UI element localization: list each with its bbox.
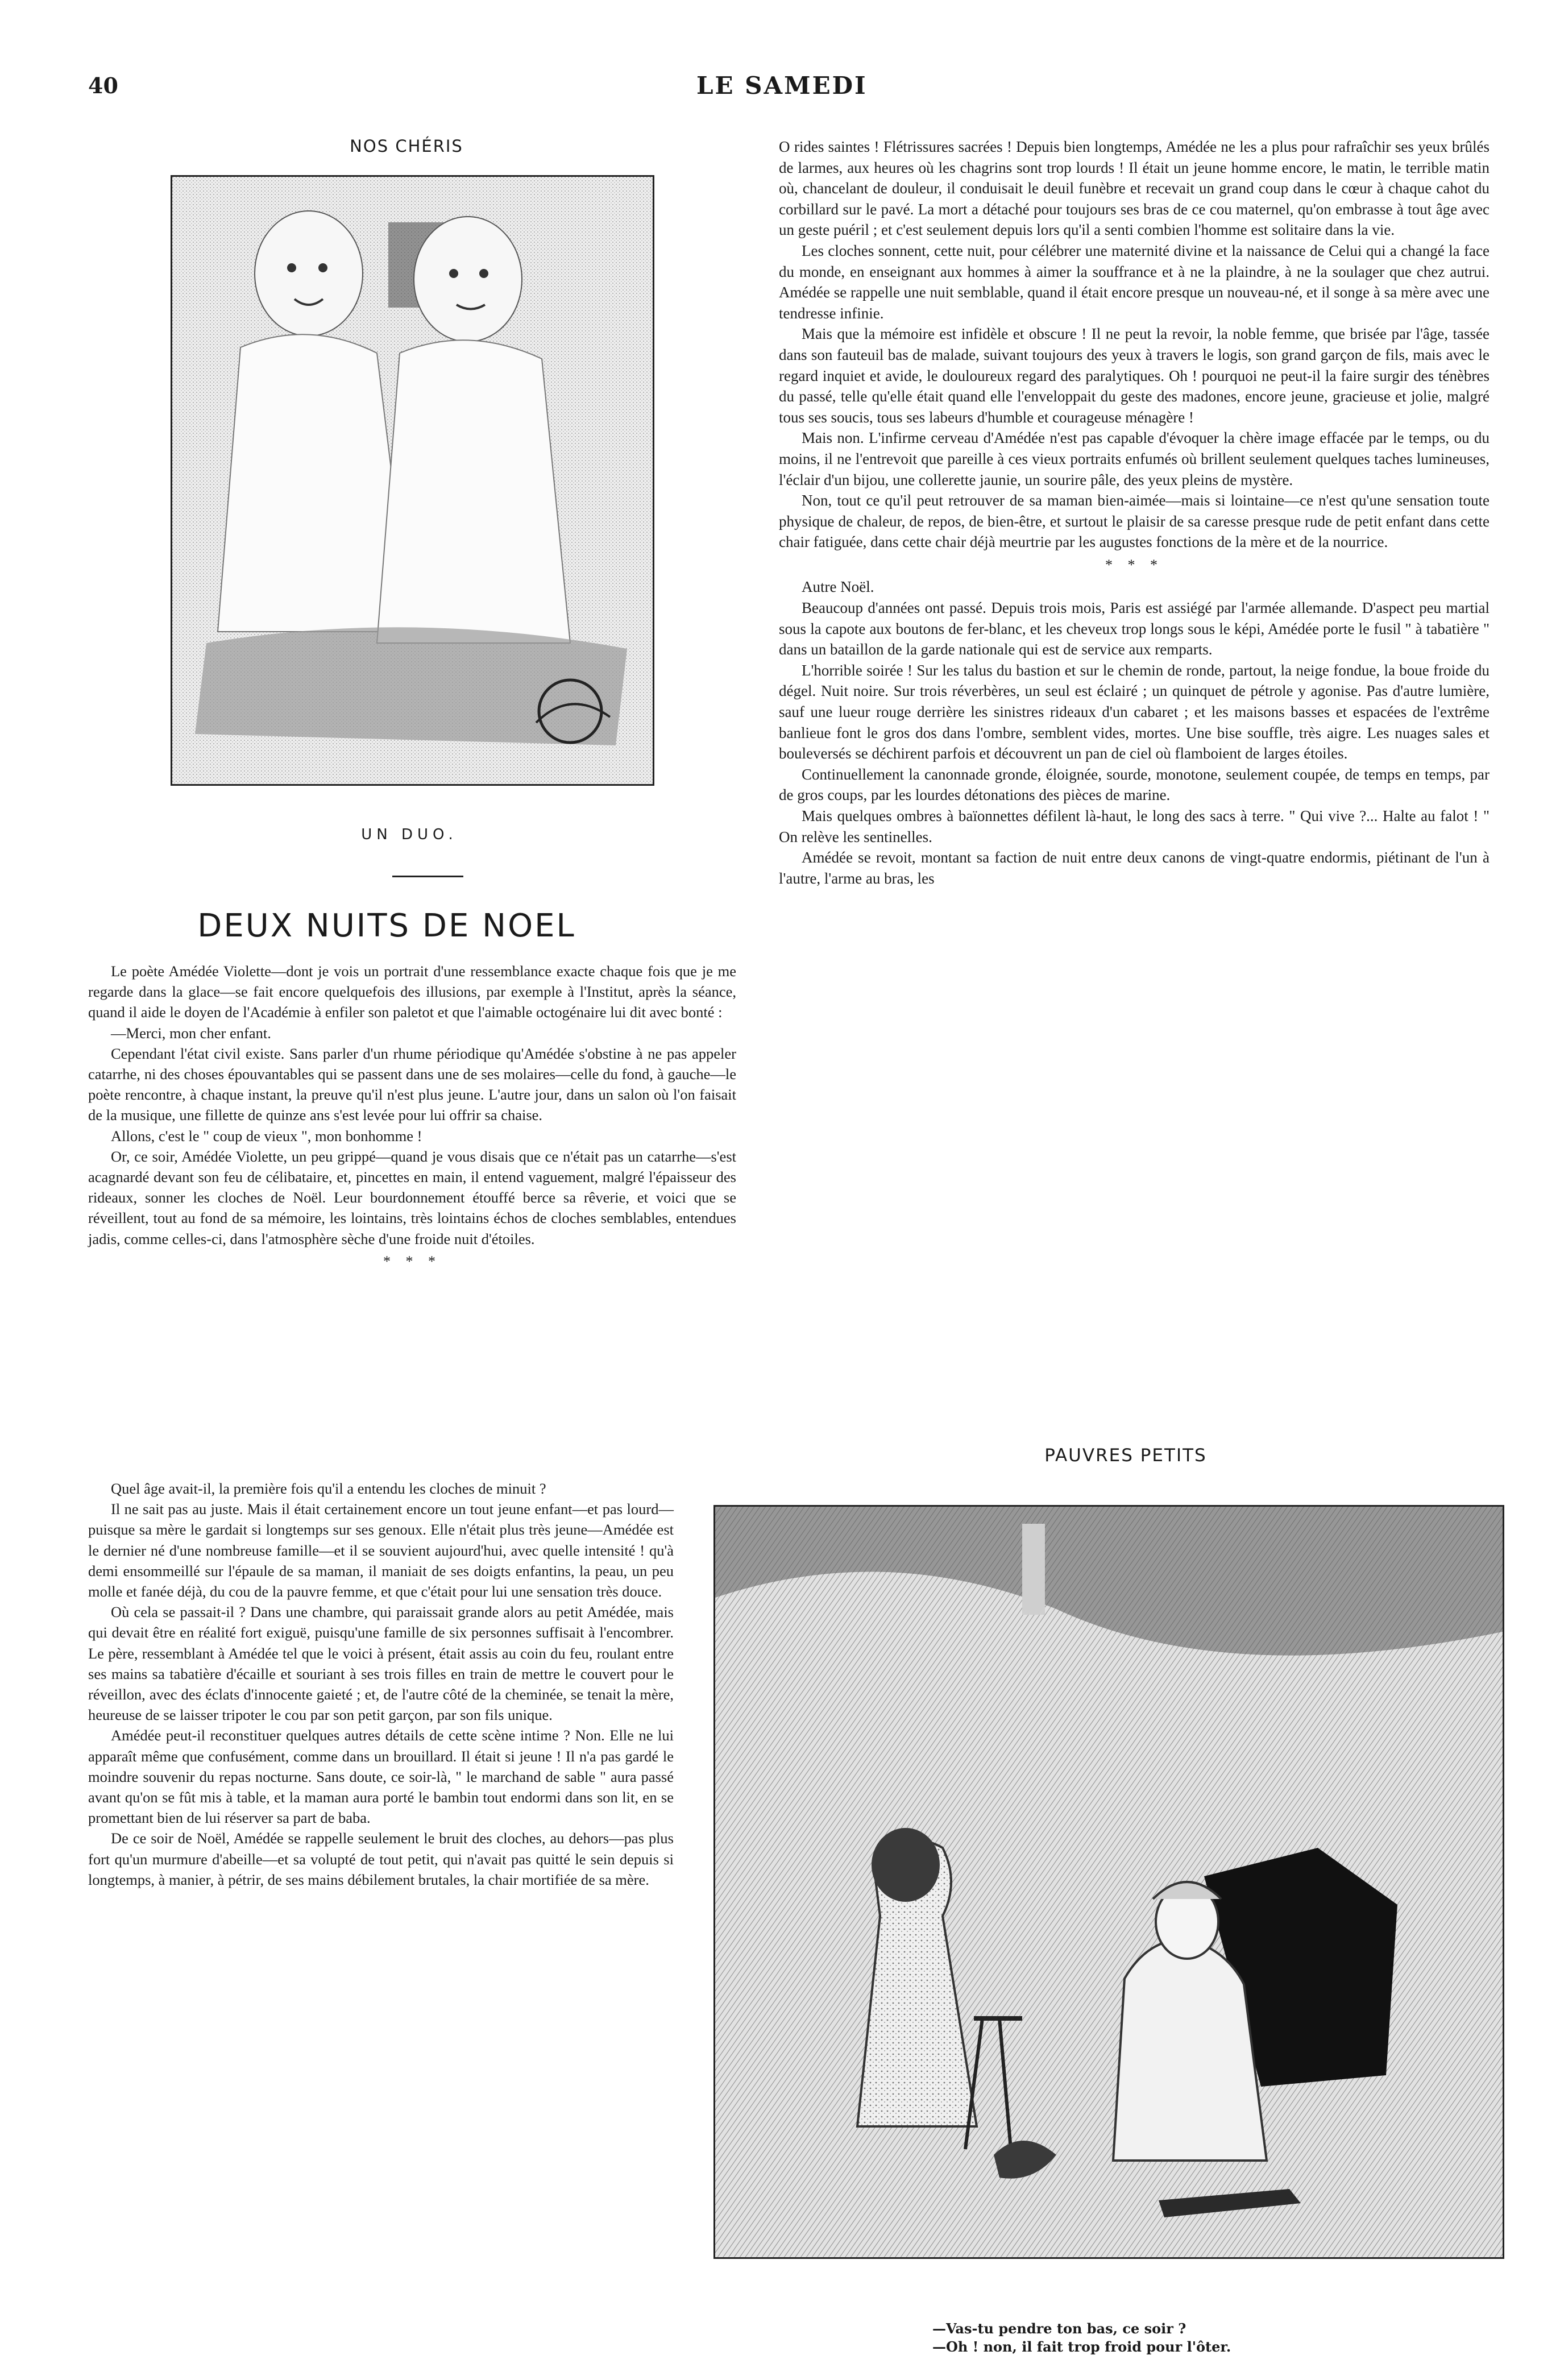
paragraph: Le poète Amédée Violette—dont je vois un portrait d'une ressemblance exacte chaque fois que je me regarde dans la glace—se fait encore quelquefois des illusions, par exemple à l'Institut, après la séance, quand il aide le doyen de l'Académie à enfiler son paletot et que l'aimable octogénaire lui dit avec bonté : <box>88 963 736 1021</box>
paragraph: Mais que la mémoire est infidèle et obscure ! Il ne peut la revoir, la noble femme, que brisée par l'âge, tassée dans son fauteuil bas de malade, suivant toujours des yeux à travers le logis, son grand garçon de fils, mais avec le regard inquiet et avide, le douloureux regard des paralytiques. Oh ! pourquoi ne peut-il la faire surgir des ténèbres du passé, telle qu'elle était quand elle l'enveloppait du geste des madones, encore jeune, gracieuse et jolie, malgré tous ses soucis, tous ses labeurs d'humble et courageuse ménagère ! <box>779 325 1490 426</box>
paragraph: Amédée se revoit, montant sa faction de nuit entre deux canons de vingt-quatre endormis, piétinant de l'un à l'autre, l'arme au bras, les <box>779 849 1490 887</box>
page-number: 40 <box>88 73 118 98</box>
illustration-drawing <box>715 1507 1503 2257</box>
paragraph: Mais quelques ombres à baïonnettes défilent là-haut, le long des sacs à terre. " Qui vive ?... Halte au falot ! " On relève les sentinelles. <box>779 807 1490 845</box>
paragraph: De ce soir de Noël, Amédée se rappelle seulement le bruit des cloches, au dehors—pas plus fort qu'un murmure d'abeille—et sa volupté de tout petit, qui n'avait pas quitté le sein depuis si longtemps, à manier, à pétrir, de ses mains débilement brutales, la chair mortifiée de sa mère. <box>88 1830 674 1888</box>
photo-caption: UN DUO. <box>361 826 458 843</box>
illustration-pauvres-petits <box>713 1505 1504 2259</box>
paragraph: Quel âge avait-il, la première fois qu'il a entendu les cloches de minuit ? <box>111 1480 546 1497</box>
paragraph: Amédée peut-il reconstituer quelques autres détails de cette scène intime ? Non. Elle ne lui apparaît même que confusément, comme dans un brouillard. Il était si jeune ! Il n'a pas gardé le moindre souvenir du repas nocturne. Sans doute, ce soir-là, " le marchand de sable " aura passé avant qu'on se fût mis à table, et la maman aura porté le bambin tout endormi dans son lit, en se promettant bien de lui réserver sa part de baba. <box>88 1727 674 1827</box>
right-column-text-a <box>779 136 1490 889</box>
paragraph: L'horrible soirée ! Sur les talus du bastion et sur le chemin de ronde, partout, la neige fondue, la boue froide du dégel. Nuit noire. Sur trois réverbères, un seul est éclairé ; un quinquet de pétrole y agonise. Pas d'autre lumière, sauf une lueur rouge derrière les sinistres rideaux d'un cabaret ; et les maisons basses et espacées de l'extrême banlieue font le gros dos dans l'ombre, semblent vides, mortes. Une bise souffle, très aigre. Les nuages sales et bouleversés se déchirent parfois et découvrent un pan de ciel où flamboient de larges étoiles. <box>779 661 1490 762</box>
left-column-text-b <box>88 1478 674 1890</box>
paragraph: Mais non. L'infirme cerveau d'Amédée n'est pas capable d'évoquer la chère image effacée par le temps, ou du moins, il ne l'entrevoit que pareille à ces vieux portraits enfumés où brillent seulement quelques taches lumineuses, l'éclair d'un bijou, une collerette jaunie, un sourire pâle, des yeux pleins de mystère. <box>779 429 1490 488</box>
paragraph: Or, ce soir, Amédée Violette, un peu grippé—quand je vous disais que ce n'était pas un catarrhe—s'est acagnardé devant son feu de célibataire, et, pincettes en main, il entend vaguement, malgré l'épaisseur des rideaux, sonner les cloches de Noël. Leur bourdonnement étouffé berce sa rêverie, et voici que se réveillent, tout au fond de sa mémoire, les lointains, très lointains échos de cloches semblables, entendues jadis, comme celles-ci, dans l'atmosphère sèche d'une froide nuit d'étoiles. <box>88 1147 736 1247</box>
photo-heading: NOS CHÉRIS <box>350 136 463 156</box>
paragraph: O rides saintes ! Flétrissures sacrées ! Depuis bien longtemps, Amédée ne les a plus pour rafraîchir ses yeux brûlés de larmes, aux heures où les chagrins sont trop lourds ! Il était un jeune homme encore, le matin, le terrible matin où, chancelant de douleur, il conduisait le deuil funèbre et recevait un grand coup dans le cœur à chaque cahot du corbillard sur le pavé. La mort a détaché pour toujours ses bras de ce cou maternel, qu'on embrasse à tout âge avec un geste puéril ; et c'est seulement depuis lors qu'il a senti combien l'homme est solitaire dans la vie. <box>779 138 1490 239</box>
paragraph: Les cloches sonnent, cette nuit, pour célébrer une maternité divine et la naissance de Celui qui a changé la face du monde, en enseignant aux hommes à aimer la souffrance et à ne la plaindre, à ne la soulager que chez autrui. Amédée se rappelle une nuit semblable, quand il était encore presque un nouveau-né, et il songe à sa mère avec une tendresse infinie. <box>779 242 1490 322</box>
section-stars: * * * <box>383 1253 441 1270</box>
paragraph: Autre Noël. <box>802 578 874 596</box>
paragraph: Où cela se passait-il ? Dans une chambre, qui paraissait grande alors au petit Amédée, mais qui devait être en réalité fort exiguë, puisqu'une famille de six personnes suffisait à l'encombrer. Le père, ressemblant à Amédée tel que le voici à présent, était assis au coin du feu, roulant entre ses mains sa tabatière d'écaille et souriant à ses trois filles en train de mettre le couvert pour le réveillon, avec des éclats d'innocente gaieté ; et, de l'autre côté de la cheminée, se tenait la mère, heureuse de se laisser tripoter le cou par son petit garçon, par son fils unique. <box>88 1603 674 1724</box>
paragraph: Beaucoup d'années ont passé. Depuis trois mois, Paris est assiégé par l'armée allemande. D'aspect peu martial sous la capote aux boutons de fer-blanc, et les cheveux trop longs sous le képi, Amédée porte le fusil " à tabatière " dans un bataillon de la garde nationale qui est de service aux remparts. <box>779 599 1490 658</box>
caption-line: —Oh ! non, il fait trop froid pour l'ôter. <box>932 2338 1231 2355</box>
paragraph: Il ne sait pas au juste. Mais il était certainement encore un tout jeune enfant—et pas lourd—puisque sa mère le gardait si longtemps sur ses genoux. Elle n'était plus très jeune—Amédée est le dernier né d'une nombreuse famille—et il se souvient aujourd'hui, avec quelle intensité ! qu'à demi ensommeillé sur l'épaule de sa maman, il maniait de ses doigts enfantins, la peau, un peu molle et fanée déjà, du cou de la pauvre femme, et que c'était pour lui une sensation très douce. <box>88 1500 674 1601</box>
left-column-text-a <box>88 961 736 1273</box>
section-stars: * * * <box>1105 556 1163 573</box>
paragraph: —Merci, mon cher enfant. <box>111 1024 271 1042</box>
paragraph: Cependant l'état civil existe. Sans parler d'un rhume périodique qu'Amédée s'obstine à ne pas appeler catarrhe, ni des choses épouvantables qui se passent dans une de ses molaires—celle du fond, à gauche—le poète rencontre, à chaque instant, la preuve qu'il n'est plus jeune. L'autre jour, dans un salon où l'on faisait de la musique, une fillette de quinze ans s'est levée pour lui offrir sa chaise. <box>88 1044 736 1124</box>
illustration-heading: PAUVRES PETITS <box>1044 1445 1207 1466</box>
paragraph: Continuellement la canonnade gronde, éloignée, sourde, monotone, seulement coupée, de temps en temps, par de gros coups, par les lourdes détonations des pièces de marine. <box>779 765 1490 804</box>
illustration-caption <box>932 2320 1444 2356</box>
article-title: DEUX NUITS DE NOEL <box>197 907 576 944</box>
photo-twins <box>171 175 654 786</box>
divider-rule <box>392 876 463 877</box>
paragraph: Allons, c'est le " coup de vieux ", mon bonhomme ! <box>111 1127 422 1145</box>
photo-twins-drawing <box>172 177 653 784</box>
caption-line: —Vas-tu pendre ton bas, ce soir ? <box>932 2320 1186 2337</box>
masthead: LE SAMEDI <box>696 72 868 99</box>
paragraph: Non, tout ce qu'il peut retrouver de sa maman bien-aimée—mais si lointaine—ce n'est qu'une sensation toute physique de chaleur, de repos, de bien-être, et surtout le plaisir de sa caresse presque rude de petit enfant dans cette chair fatiguée, dans cette chair déjà meurtrie par les augustes fonctions de la mère et de la nourrice. <box>779 492 1490 551</box>
